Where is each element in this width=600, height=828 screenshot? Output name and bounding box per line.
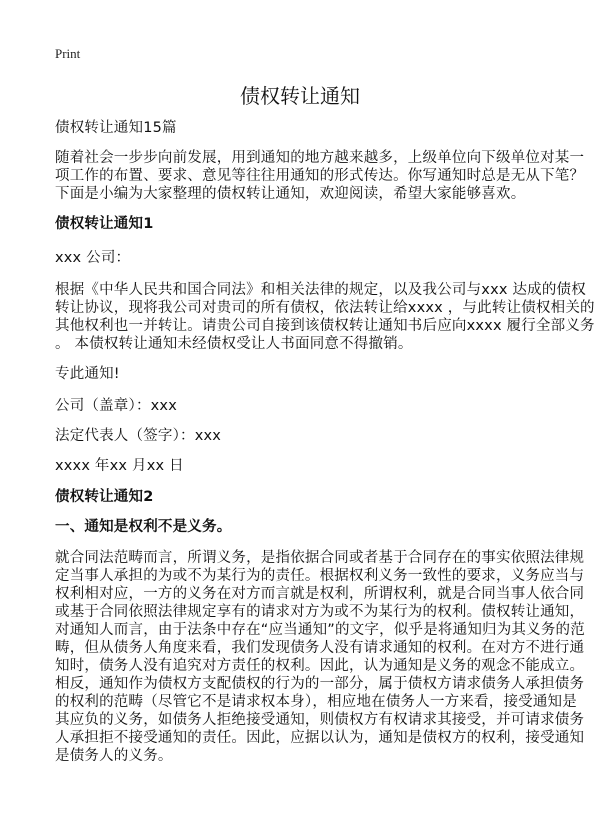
text-line: 相反，通知作为债权方支配债权的行为的一部分，属于债权方请求债务人承担债务 bbox=[55, 676, 585, 692]
legal-representative: 法定代表人（签字）：xxx bbox=[55, 428, 222, 444]
intro-paragraph bbox=[55, 149, 584, 203]
text-line: 。 本债权转让通知未经债权受让人书面同意不得撤销。 bbox=[55, 336, 413, 352]
text-line: 人承担拒不接受通知的责任。因此，应据以认为，通知是债权方的权利，接受通知 bbox=[55, 730, 585, 746]
text-line: 下面是小编为大家整理的债权转让通知，欢迎阅读，希望大家能够喜欢。 bbox=[55, 186, 526, 202]
closing: 专此通知! bbox=[55, 366, 120, 382]
text-line: 知时，债务人没有追究对方责任的权利。因此，认为通知是义务的观念不能成立。 bbox=[55, 658, 585, 674]
salutation: xxx 公司： bbox=[55, 250, 131, 266]
text-line: 其他权利也一并转让。请贵公司自接到该债权转让通知书后应向xxxx 履行全部义务 bbox=[55, 318, 595, 334]
text-line: 或基于合同依照法律规定享有的请求对方为或不为某行为的权利。债权转让通知， bbox=[55, 604, 585, 620]
page-title: 债权转让通知 bbox=[240, 84, 360, 108]
print-link[interactable]: Print bbox=[55, 46, 81, 61]
text-line: 对通知人而言，由于法条中存在“应当通知”的文字，似乎是将通知归为其义务的范 bbox=[55, 622, 585, 638]
company-seal: 公司（盖章）：xxx bbox=[55, 398, 177, 414]
text-line: 根据《中华人民共和国合同法》和相关法律的规定，以及我公司与xxx 达成的债权 bbox=[55, 282, 586, 298]
section1-body bbox=[55, 281, 595, 353]
text-line: 其应负的义务，如债务人拒绝接受通知，则债权方有权请求其接受，并可请求债务 bbox=[55, 712, 585, 728]
section1-heading: 债权转让通知1 bbox=[55, 216, 154, 232]
text-line: 是债务人的义务。 bbox=[55, 748, 173, 764]
text-line: 的权利的范畴（尽管它不是请求权本身），相应地在债务人一方来看，接受通知是 bbox=[55, 694, 577, 710]
text-line: 畴，但从债务人角度来看，我们发现债务人没有请求通知的权利。在对方不进行通 bbox=[55, 640, 585, 656]
text-line: 权利相对应，一方的义务在对方而言就是权利，所谓权利，就是合同当事人依合同 bbox=[55, 586, 585, 602]
text-line: 就合同法范畴而言，所谓义务，是指依据合同或者基于合同存在的事实依照法律规 bbox=[55, 550, 585, 566]
text-line: 项工作的布置、要求、意见等往往用通知的形式传达。你写通知时总是无从下笔？ bbox=[55, 168, 585, 184]
section2-heading: 债权转让通知2 bbox=[55, 489, 154, 505]
document-subtitle: 债权转让通知15篇 bbox=[55, 120, 177, 136]
date: xxxx 年xx 月xx 日 bbox=[55, 458, 184, 474]
text-line: 转让协议，现将我公司对贵司的所有债权，依法转让给xxxx ，与此转让债权相关的 bbox=[55, 300, 595, 316]
text-line: 定当事人承担的为或不为某行为的责任。根据权利义务一致性的要求，义务应当与 bbox=[55, 568, 585, 584]
section2-body bbox=[55, 549, 585, 765]
section2-subheading: 一、通知是权利不是义务。 bbox=[55, 519, 232, 535]
text-line: 随着社会一步步向前发展，用到通知的地方越来越多，上级单位向下级单位对某一 bbox=[55, 150, 585, 166]
